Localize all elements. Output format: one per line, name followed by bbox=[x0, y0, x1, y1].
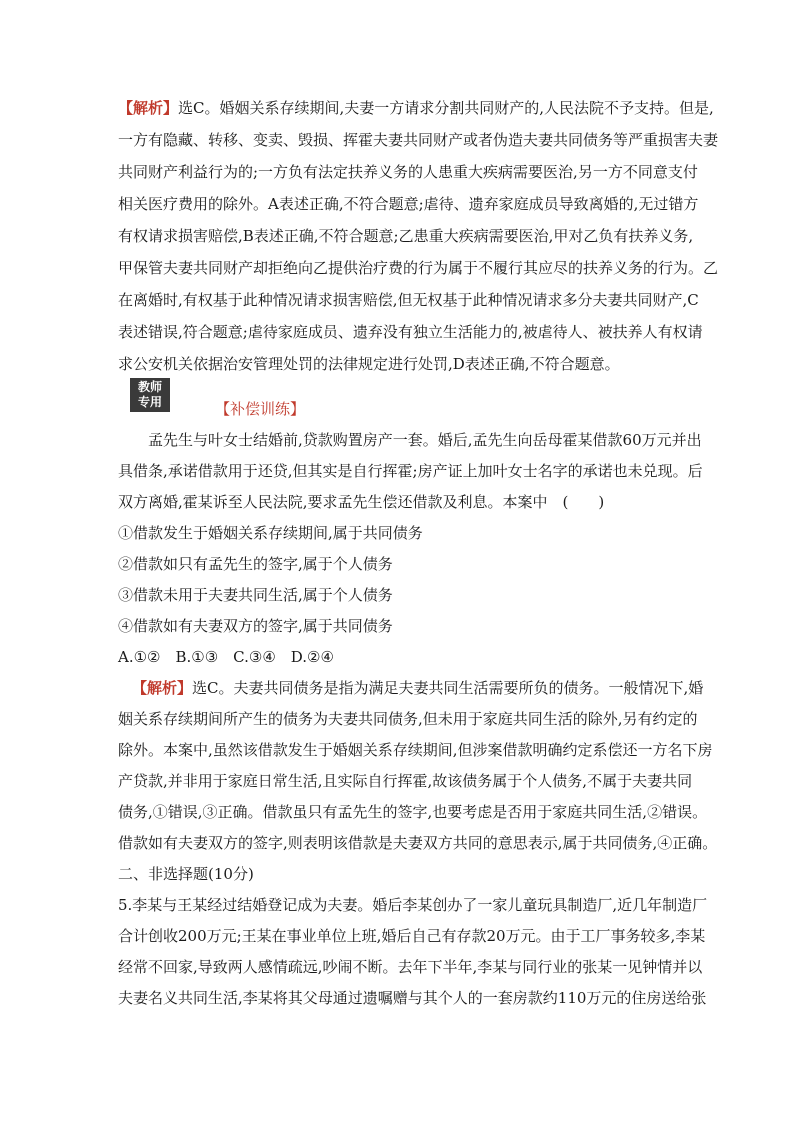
analysis-tag: 【解析】 bbox=[132, 679, 193, 697]
question-item: ①借款发生于婚姻关系存续期间,属于共同债务 bbox=[118, 524, 423, 542]
question-line: 孟先生与叶女士结婚前,贷款购置房产一套。婚后,孟先生向岳母霍某借款60万元并出 bbox=[148, 431, 702, 449]
analysis-line: 除外。本案中,虽然该借款发生于婚姻关系存续期间,但涉案借款明确约定系偿还一方名下房 bbox=[118, 741, 713, 759]
analysis-line: 债务,①错误,③正确。借款虽只有孟先生的签字,也要考虑是否用于家庭共同生活,②错误。 bbox=[118, 803, 708, 821]
analysis-line: 有权请求损害赔偿,B表述正确,不符合题意;乙患重大疾病需要医治,甲对乙负有扶养义务, bbox=[118, 227, 694, 245]
analysis-line: 共同财产利益行为的;一方负有法定扶养义务的人患重大疾病需要医治,另一方不同意支付 bbox=[118, 163, 698, 181]
question-line: 具借条,承诺借款用于还贷,但其实是自行挥霍;房产证上加叶女士名字的承诺也未兑现。后 bbox=[118, 462, 703, 480]
analysis-line: 借款如有夫妻双方的签字,则表明该借款是夫妻双方共同的意思表示,属于共同债务,④正确。 bbox=[118, 834, 718, 852]
analysis-line: 姻关系存续期间所产生的债务为夫妻共同债务,但未用于家庭共同生活的除外,另有约定的 bbox=[118, 710, 698, 728]
answer-options: A.①② B.①③ C.③④ D.②④ bbox=[118, 648, 334, 666]
question-item: ③借款未用于夫妻共同生活,属于个人债务 bbox=[118, 586, 393, 604]
analysis-tag: 【解析】 bbox=[118, 99, 179, 117]
teacher-badge: 教师 专用 bbox=[130, 378, 170, 412]
analysis-line: 产贷款,并非用于家庭日常生活,且实际自行挥霍,故该债务属于个人债务,不属于夫妻共同 bbox=[118, 772, 693, 790]
analysis-line: 【解析】选C。夫妻共同债务是指为满足夫妻共同生活需要所负的债务。一般情况下,婚 bbox=[132, 679, 704, 697]
question-item: ④借款如有夫妻双方的签字,属于共同债务 bbox=[118, 617, 393, 635]
analysis-line: 在离婚时,有权基于此种情况请求损害赔偿,但无权基于此种情况请求多分夫妻共同财产,C bbox=[118, 291, 699, 309]
analysis-line: 相关医疗费用的除外。A表述正确,不符合题意;虐待、遗弃家庭成员导致离婚的,无过错方 bbox=[118, 195, 699, 213]
question5-line: 合计创收200万元;王某在事业单位上班,婚后自己有存款20万元。由于工厂事务较多,李某 bbox=[118, 927, 706, 945]
supplement-title: 【补偿训练】 bbox=[215, 400, 306, 418]
question5-line: 5.李某与王某经过结婚登记成为夫妻。婚后李某创办了一家儿童玩具制造厂,近几年制造厂 bbox=[118, 896, 708, 914]
question5-line: 经常不回家,导致两人感情疏远,吵闹不断。去年下半年,李某与同行业的张某一见钟情并以 bbox=[118, 958, 703, 976]
section-heading: 二、非选择题(10分) bbox=[118, 865, 254, 883]
question5-line: 夫妻名义共同生活,李某将其父母通过遗嘱赠与其个人的一套房款约110万元的住房送给张 bbox=[118, 989, 707, 1007]
analysis-line: 求公安机关依据治安管理处罚的法律规定进行处罚,D表述正确,不符合题意。 bbox=[118, 355, 620, 373]
question-item: ②借款如只有孟先生的签字,属于个人债务 bbox=[118, 555, 393, 573]
analysis-line: 【解析】选C。婚姻关系存续期间,夫妻一方请求分割共同财产的,人民法院不予支持。但是, bbox=[118, 99, 714, 117]
analysis-line: 甲保管夫妻共同财产却拒绝向乙提供治疗费的行为属于不履行其应尽的扶养义务的行为。乙 bbox=[118, 259, 719, 277]
analysis-line: 表述错误,符合题意;虐待家庭成员、遗弃没有独立生活能力的,被虐待人、被扶养人有权请 bbox=[118, 323, 703, 341]
analysis-line: 一方有隐藏、转移、变卖、毁损、挥霍夫妻共同财产或者伪造夫妻共同债务等严重损害夫妻 bbox=[118, 131, 719, 149]
question-line: 双方离婚,霍某诉至人民法院,要求孟先生偿还借款及利息。本案中 ( ) bbox=[118, 493, 605, 511]
